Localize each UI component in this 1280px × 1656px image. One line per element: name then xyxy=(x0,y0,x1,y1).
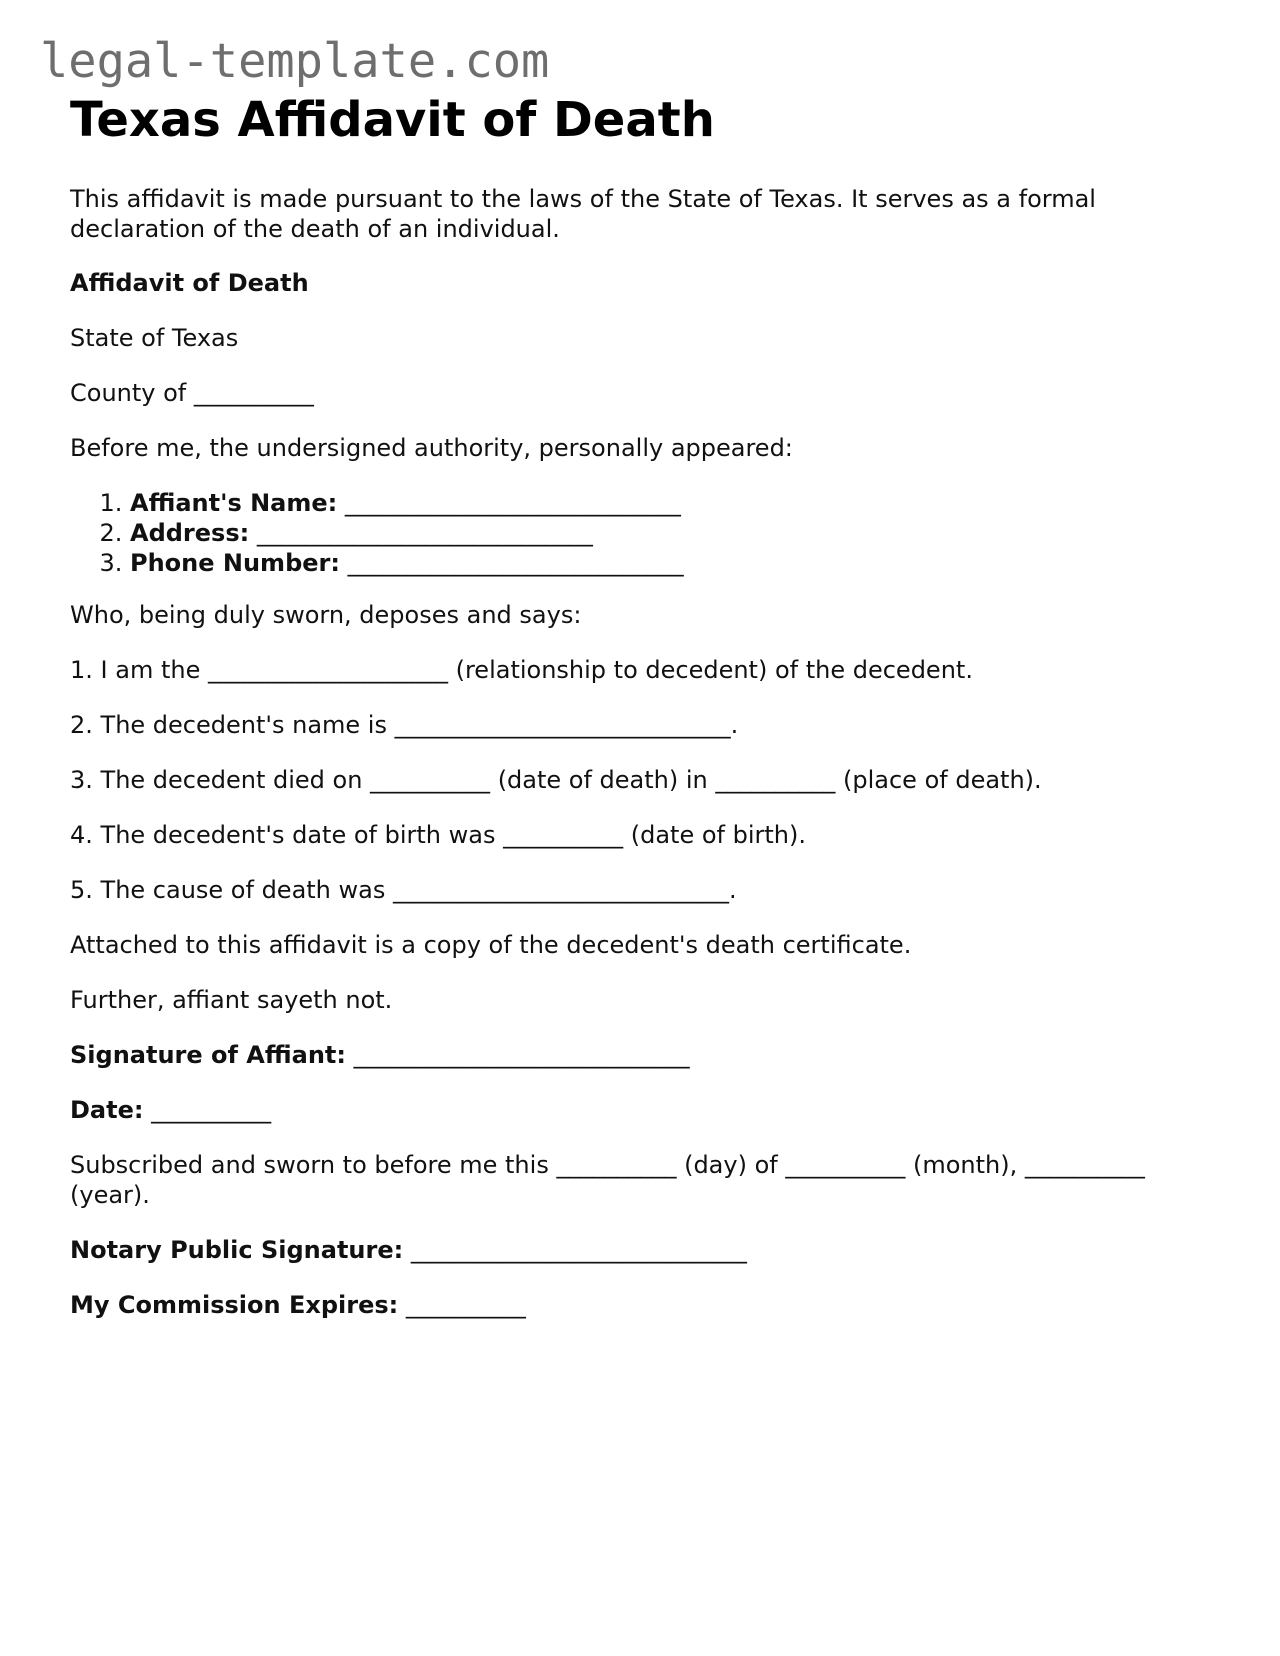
notary-signature-label: Notary Public Signature: xyxy=(70,1236,404,1264)
affiant-signature-blank: ____________________________ xyxy=(353,1041,690,1069)
phone-number-label: Phone Number: xyxy=(130,549,340,577)
date-label: Date: xyxy=(70,1096,144,1124)
statement-date-of-birth: 4. The decedent's date of birth was __________ (date of birth). xyxy=(70,821,806,849)
statement-date-place-of-death: 3. The decedent died on __________ (date of death) in __________ (place of death). xyxy=(70,766,1042,794)
date-blank: __________ xyxy=(151,1096,272,1124)
appearer-list xyxy=(70,488,1210,578)
address-label: Address: xyxy=(130,519,250,547)
phone-number-blank: ____________________________ xyxy=(347,549,684,577)
intro-paragraph: This affidavit is made pursuant to the laws of the State of Texas. It serves as a formal declaration of the death of an individual. xyxy=(70,185,1096,243)
affiant-name-label: Affiant's Name: xyxy=(130,489,338,517)
attached-line: Attached to this affidavit is a copy of the decedent's death certificate. xyxy=(70,931,912,959)
statement-cause-of-death: 5. The cause of death was ____________________________. xyxy=(70,876,737,904)
notary-signature-line xyxy=(70,1235,1210,1265)
further-line: Further, affiant sayeth not. xyxy=(70,986,393,1014)
statement-relationship: 1. I am the ____________________ (relationship to decedent) of the decedent. xyxy=(70,656,973,684)
watermark-logo: legal-template.com xyxy=(40,34,550,89)
affiant-name-blank: ____________________________ xyxy=(344,489,681,517)
commission-line xyxy=(70,1290,1210,1320)
document-title: Texas Affidavit of Death xyxy=(70,92,715,148)
county-line: County of __________ xyxy=(70,379,314,407)
address-blank: ____________________________ xyxy=(256,519,593,547)
statement-decedent-name: 2. The decedent's name is ____________________________. xyxy=(70,711,739,739)
commission-label: My Commission Expires: xyxy=(70,1291,399,1319)
sworn-line: Who, being duly sworn, deposes and says: xyxy=(70,601,582,629)
list-item xyxy=(130,548,1210,578)
date-line xyxy=(70,1095,1210,1125)
commission-blank: __________ xyxy=(405,1291,526,1319)
section-heading: Affidavit of Death xyxy=(70,269,309,297)
subscribed-line: Subscribed and sworn to before me this __________ (day) of __________ (month), __________ (year). xyxy=(70,1151,1145,1209)
list-item xyxy=(130,518,1210,548)
notary-signature-blank: ____________________________ xyxy=(410,1236,747,1264)
list-item xyxy=(130,488,1210,518)
affiant-signature-label: Signature of Affiant: xyxy=(70,1041,346,1069)
affiant-signature-line xyxy=(70,1040,1210,1070)
appeared-line: Before me, the undersigned authority, personally appeared: xyxy=(70,434,793,462)
state-line: State of Texas xyxy=(70,324,239,352)
document-body xyxy=(70,92,1210,1345)
